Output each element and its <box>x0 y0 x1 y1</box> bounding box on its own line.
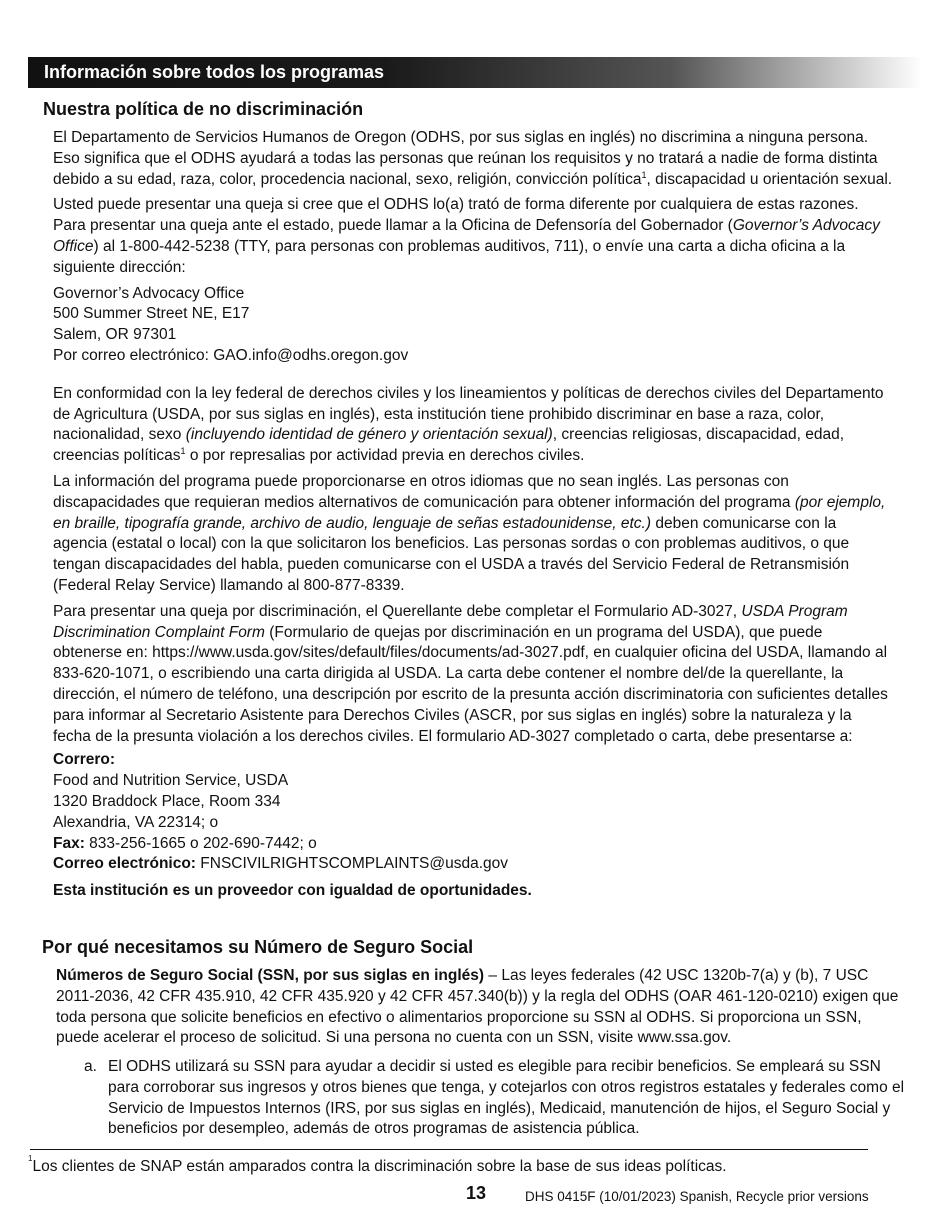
footnote-ref: 1 <box>641 169 647 180</box>
heading-ssn: Por qué necesitamos su Número de Seguro Social <box>42 937 474 957</box>
footnote-marker: 1 <box>28 1153 33 1163</box>
paragraph-ssn-law: Números de Seguro Social (SSN, por sus siglas en inglés) – Las leyes federales (42 USC 1320b-7(a) y (b), 7 USC 2011-2036, 42 CFR 435.910, 42 CFR 435.920 y 42 CFR 457.340(b)) y la regla del ODHS (OAR 461-120-0210) exigen que toda persona que solicite beneficios en efectivo o alimentarios proporcione su SSN al ODHS. Si proporciona un SSN, puede acelerar el proceso de solicitud. Si una persona no cuenta con un SSN, visite www.ssa.gov. <box>56 967 899 1047</box>
list-item-a <box>84 1057 914 1140</box>
paragraph-usda-policy: En conformidad con la ley federal de derechos civiles y los lineamientos y políticas de derechos civiles del Departamento de Agricultura (USDA, por sus siglas en inglés), esta institución tiene prohibido discriminar en base a raza, color, nacionalidad, sexo (incluyendo identidad de género y orientación sexual), creencias religiosas, discapacidad, edad, creencias políticas$^1$ o por represalias por actividad previa en derechos civiles. <box>53 384 884 465</box>
banner-title: Información sobre todos los programas <box>44 62 385 82</box>
address-governors-office: Governor’s Advocacy Office 500 Summer Street NE, E17 Salem, OR 97301 Por correo electrónico: GAO.info@odhs.oregon.gov <box>53 284 893 367</box>
equal-opportunity-statement: Esta institución es un proveedor con igualdad de oportunidades. <box>53 882 532 900</box>
footnote-ref: 1 <box>180 446 186 456</box>
list-item-text: El ODHS utilizará su SSN para ayudar a decidir si usted es elegible para recibir beneficios. Se empleará su SSN para corroborar sus ingresos y otros bienes que tenga, y cotejarlos con otros registros estatales y federales como el Servicio de Impuestos Internos (IRS, por sus siglas en inglés), Medicaid, manutención de hijos, el Seguro Social y beneficios por desempleo, además de otros programas de asistencia pública. <box>108 1058 905 1138</box>
paragraph-usda-complaint: Para presentar una queja por discriminación, el Querellante debe completar el Formulario AD-3027, USDA Program Discrimination Complaint Form (Formulario de quejas por discriminación en un programa del USDA), que puede obtenerse en: https://www.usda.gov/sites/default/files/documents/ad-3027.pdf, en cualquier oficina del USDA, llamando al 833-620-1071, o escribiendo una carta dirigida al USDA. La carta debe contener el nombre del/de la querellante, la dirección, el número de teléfono, una descripción por escrito de la presunta acción discriminatoria con suficientes detalles para informar al Secretario Asistente para Derechos Civiles (ASCR, por sus siglas en inglés) sobre la naturaleza y la fecha de la presunta violación a los derechos civiles. El formulario AD-3027 completado o carta, debe presentarse a: <box>53 602 888 745</box>
address-usda-mail: Correro: Food and Nutrition Service, USDA 1320 Braddock Place, Room 334 Alexandria, VA 22314; o Fax: 833-256-1665 o 202-690-7442; o Correo electrónico: FNSCIVILRIGHTSCOMPLAINTS@usda.gov <box>53 750 893 875</box>
footnote <box>28 1153 727 1176</box>
page-number: 13 <box>466 1183 487 1203</box>
ssn-body <box>56 966 908 1049</box>
paragraph-odhs-policy: El Departamento de Servicios Humanos de Oregon (ODHS, por sus siglas en inglés) no discrimina a ninguna persona. Eso significa que el ODHS ayudará a todas las personas que reúnan los requisitos y no tratará a nadie de forma distinta debido a su edad, raza, color, procedencia nacional, sexo, religión, convicción política$^1$, discapacidad u orientación sexual. <box>53 129 893 188</box>
heading-nondiscrimination: Nuestra política de no discriminación <box>43 99 364 119</box>
gao-email: Por correo electrónico: GAO.info@odhs.oregon.gov <box>53 346 409 364</box>
nondiscrimination-body <box>53 128 893 902</box>
mail-label: Correro: <box>53 751 116 769</box>
form-identifier: DHS 0415F (10/01/2023) Spanish, Recycle prior versions <box>525 1189 869 1204</box>
email-line: Correo electrónico: FNSCIVILRIGHTSCOMPLAINTS@usda.gov <box>53 855 509 873</box>
section-banner <box>28 57 922 88</box>
footnote-divider <box>30 1149 868 1150</box>
footnote-text: Los clientes de SNAP están amparados contra la discriminación sobre la base de sus ideas políticas. <box>32 1158 727 1175</box>
fax-line: Fax: 833-256-1665 o 202-690-7442; o <box>53 834 317 852</box>
paragraph-complaint-state: Usted puede presentar una queja si cree que el ODHS lo(a) trató de forma diferente por cualquiera de estas razones. Para presentar una queja ante el estado, puede llamar a la Oficina de Defensoría del Gobernador (Governor’s Advocacy Office) al 1-800-442-5238 (TTY, para personas con problemas auditivos, 711), o envíe una carta a dicha oficina a la siguiente dirección: <box>53 196 880 276</box>
list-marker: a. <box>84 1058 97 1075</box>
paragraph-language-access: La información del programa puede proporcionarse en otros idiomas que no sean inglés. Las personas con discapacidades que requieran medios alternativos de comunicación para obtener información del programa (por ejemplo, en braille, tipografía grande, archivo de audio, lenguaje de señas estadounidense, etc.) deben comunicarse con la agencia (estatal o local) con la que solicitaron los beneficios. Las personas sordas o con problemas auditivos, o que tengan discapacidades del habla, pueden comunicarse con el USDA a través del Servicio Federal de Retransmisión (Federal Relay Service) llamando al 800-877-8339. <box>53 472 886 594</box>
